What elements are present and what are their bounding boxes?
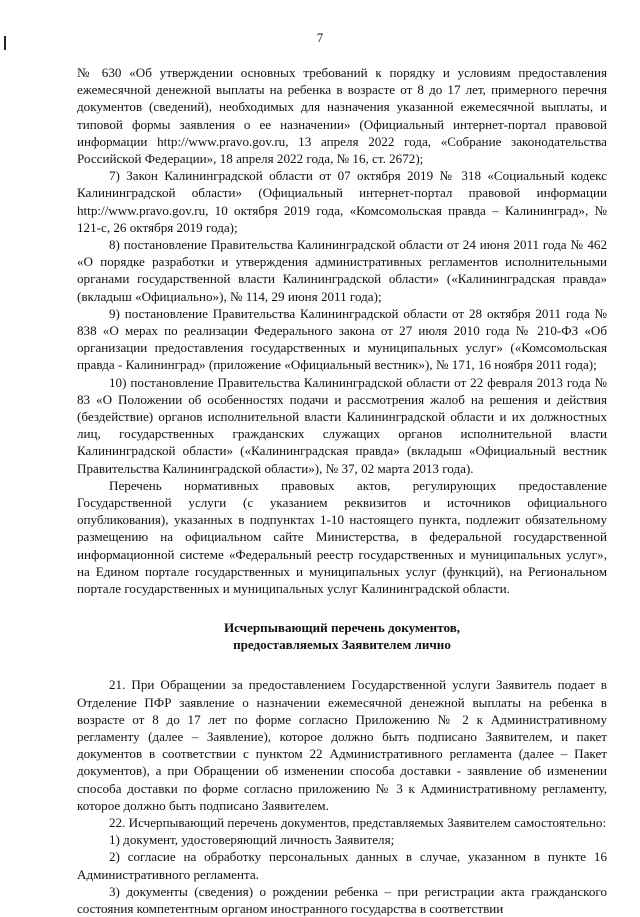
page-number: 7 [316, 30, 324, 45]
paragraph-22-item-3: 3) документы (сведения) о рождении ребенка – при регистрации акта гражданского состояния компетентным органом иностранного государства в соответствии [77, 883, 607, 916]
section-heading-line-2: предоставляемых Заявителем лично [233, 637, 451, 653]
paragraph-legal-acts-list: Перечень нормативных правовых актов, регулирующих предоставление Государственной услуги (с указанием реквизитов и источников официального опубликования), указанных в подпунктах 1-10 настоящего пункта, подлежит обязательному размещению на официальном сайте Министерства, в федеральной государственной информационной системе «Федеральный реестр государственных и муниципальных услуг», на Едином портале государственных и муниципальных услуг (функций), на Региональном портале государственных и муниципальных услуг Калининградской области. [77, 477, 607, 597]
paragraph-22: 22. Исчерпывающий перечень документов, представляемых Заявителем самостоятельно: [109, 814, 607, 830]
section-heading-line-1: Исчерпывающий перечень документов, [223, 620, 461, 636]
paragraph-21: 21. При Обращении за предоставлением Государственной услуги Заявитель подает в Отделение ПФР заявление о назначении ежемесячной денежной выплаты на ребенка в возрасте от 8 до 17 лет по форме согласно Приложению № 2 к Административному регламенту (далее – Заявление), которое должно быть подписано Заявителем, и пакет документов в соответствии с пунктом 22 Административного регламента (далее – Пакет документов), а при Обращении об изменении способа доставки - заявление об изменении способа доставки по форме согласно приложению № 3 к Административному регламенту, которое должно быть подписано Заявителем. [77, 677, 607, 813]
paragraph-22-item-1: 1) документ, удостоверяющий личность Заявителя; [109, 832, 395, 848]
section-heading [77, 619, 607, 653]
document-body [77, 64, 607, 917]
paragraph-item-10: 10) постановление Правительства Калининградской области от 22 февраля 2013 года № 83 «О Положении об особенностях подачи и рассмотрения жалоб на решения и действия (бездействие) органов исполнительной власти Калининградской области и их должностных лиц, государственных гражданских служащих органов исполнительной власти Калининградской области» («Калининградская правда» (вкладыш «Официальный вестник Правительства Калининградской области»), № 37, 02 марта 2013 года). [77, 374, 607, 476]
paragraph-item-9: 9) постановление Правительства Калининградской области от 28 октября 2011 года № 838 «О мерах по реализации Федерального закона от 27 июля 2010 года № 210-ФЗ «Об организации предоставления государственных и муниципальных услуг» («Комсомольская правда - Калининград» (приложение «Официальный вестник»), № 171, 16 ноября 2011 года); [77, 305, 607, 373]
paragraph-item-8: 8) постановление Правительства Калининградской области от 24 июня 2011 года № 462 «О порядке разработки и утверждения административных регламентов исполнительными органами государственной власти Калининградской области» («Калининградская правда» (вкладыш «Официально»), № 114, 29 июня 2011 года); [77, 237, 607, 304]
paragraph-item-7: 7) Закон Калининградской области от 07 октября 2019 № 318 «Социальный кодекс Калининградской области» (Официальный интернет-портал правовой информации http://www.pravo.gov.ru, 10 октября 2019 года, «Комсомольская правда – Калининград», № 121-с, 26 октября 2019 года); [77, 168, 607, 235]
paragraph-22-item-2: 2) согласие на обработку персональных данных в случае, указанном в пункте 16 Административного регламента. [77, 849, 607, 882]
paragraph-continuation: № 630 «Об утверждении основных требований к порядку и условиям предоставления ежемесячной денежной выплаты на ребенка в возрасте от 8 до 17 лет, примерного перечня документов (сведений), необходимых для назначения указанной ежемесячной выплаты, и типовой формы заявления о ее назначении» (Официальный интернет-портал правовой информации http://www.pravo.gov.ru, 13 апреля 2022 года, «Собрание законодательства Российской Федерации», 18 апреля 2022 года, № 16, ст. 2672); [77, 65, 607, 167]
